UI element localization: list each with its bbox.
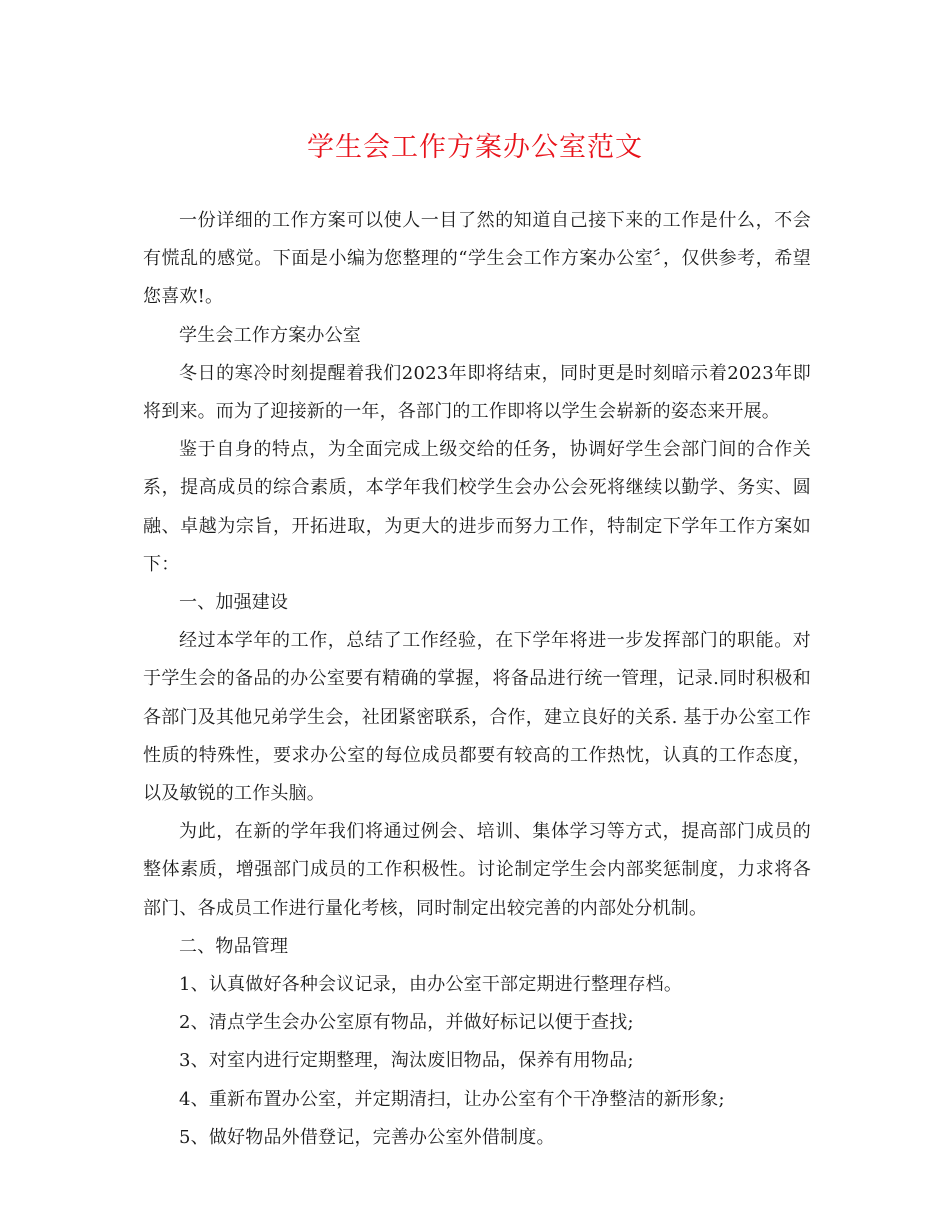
list-item: 5、做好物品外借登记，完善办公室外借制度。 [179, 1126, 555, 1148]
paragraph-intro: 一份详细的工作方案可以使人一目了然的知道自己接下来的工作是什么，不会有慌乱的感觉。下面是小编为您整理的“学生会工作方案办公室〞，仅供参考，希望您喜欢!。 [143, 210, 811, 308]
paragraph-purpose: 鉴于自身的特点，为全面完成上级交给的任务，协调好学生会部门间的合作关系，提高成员的综合素质，本学年我们校学生会办公会死将继续以勤学、务实、圆融、卓越为宗旨，开拓进取，为更大的进步而努力工作，特制定下学年工作方案如下： [143, 439, 811, 575]
list-item: 4、重新布置办公室，并定期清扫，让办公室有个干净整洁的新形象; [179, 1088, 725, 1110]
section-heading-1: 一、加强建设 [179, 592, 289, 614]
list-item: 1、认真做好各种会议记录，由办公室干部定期进行整理存档。 [179, 974, 683, 996]
list-item: 2、清点学生会办公室原有物品，并做好标记以便于查找; [179, 1012, 634, 1034]
paragraph-section-1-a: 经过本学年的工作，总结了工作经验，在下学年将进一步发挥部门的职能。对于学生会的备品的办公室要有精确的掌握，将备品进行统一管理，记录.同时积极和各部门及其他兄弟学生会，社团紧密联系，合作，建立良好的关系. 基于办公室工作性质的特殊性，要求办公室的每位成员都要有较高的工作热忱，认真的工作态度，以及敏锐的工作头脑。 [143, 630, 811, 805]
document-title: 学生会工作方案办公室范文 [307, 132, 643, 163]
paragraph-section-1-b: 为此，在新的学年我们将通过例会、培训、集体学习等方式，提高部门成员的整体素质，增强部门成员的工作积极性。讨论制定学生会内部奖惩制度，力求将各部门、各成员工作进行量化考核，同时制定出较完善的内部处分机制。 [143, 821, 811, 919]
list-item: 3、对室内进行定期整理，淘汰废旧物品，保养有用物品; [179, 1050, 634, 1072]
document-body [143, 202, 811, 1157]
section-heading-2: 二、物品管理 [179, 935, 289, 957]
paragraph-subtitle: 学生会工作方案办公室 [179, 324, 361, 346]
paragraph-background: 冬日的寒冷时刻提醒着我们2023年即将结束，同时更是时刻暗示着2023年即将到来。而为了迎接新的一年，各部门的工作即将以学生会崭新的姿态来开展。 [143, 362, 811, 423]
